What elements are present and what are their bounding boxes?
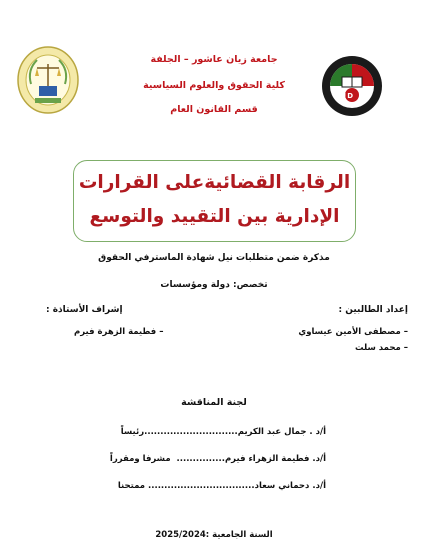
thesis-title-line-2: الإدارية بين التقييد والتوسع — [89, 206, 340, 227]
supervisor-name: – فطيمة الزهرة فيرم — [74, 327, 164, 337]
committee-member — [121, 427, 326, 437]
thesis-title-line-1: الرقابة القضائيةعلى القرارات — [78, 172, 351, 193]
university-seal-icon — [321, 55, 383, 117]
student-name: – مصطفى الأمين عيساوي — [298, 327, 408, 337]
specialization: تخصص: دولة ومؤسسات — [160, 280, 268, 290]
member-dots: ............... — [176, 454, 225, 464]
university-name: جامعة زيان عاشور – الجلفة — [150, 54, 278, 65]
student-name-text: محمد سلت — [354, 343, 401, 353]
student-name-text: مصطفى الأمين عيساوي — [298, 327, 401, 337]
member-dots: ................................. — [148, 481, 255, 491]
member-role: ممتحنا — [117, 481, 146, 491]
member-name: أ/د. فطيمة الزهراء فيرم — [224, 454, 326, 464]
academic-year: السنة الجامعية :2025/2024 — [155, 530, 273, 540]
svg-text:U: U — [340, 92, 346, 100]
supervisor-name-text: فطيمة الزهرة فيرم — [74, 327, 157, 337]
member-role: رئيساً — [120, 427, 145, 437]
svg-text:D: D — [347, 92, 353, 100]
faculty-emblem-icon — [17, 46, 79, 114]
memo-description: مذكرة ضمن متطلبات نيل شهادة الماسترفي الحقوق — [98, 253, 330, 263]
member-name: أ/د . جمال عبد الكريم — [237, 427, 326, 437]
committee-member — [110, 454, 326, 464]
member-name: أ/د. دحماني سعاد — [254, 481, 326, 491]
faculty-name: كلية الحقوق والعلوم السياسية — [143, 80, 285, 91]
committee-member — [118, 481, 326, 491]
students-heading: إعداد الطالبين : — [338, 305, 408, 315]
member-role: مشرفا ومقرراً — [109, 454, 171, 464]
committee-heading: لجنة المناقشة — [181, 397, 247, 408]
member-dots: ............................. — [144, 427, 238, 437]
department-name: قسم القانون العام — [170, 104, 258, 115]
supervisor-heading: إشراف الأستاذة : — [46, 305, 123, 315]
student-name: – محمد سلت — [354, 343, 408, 353]
